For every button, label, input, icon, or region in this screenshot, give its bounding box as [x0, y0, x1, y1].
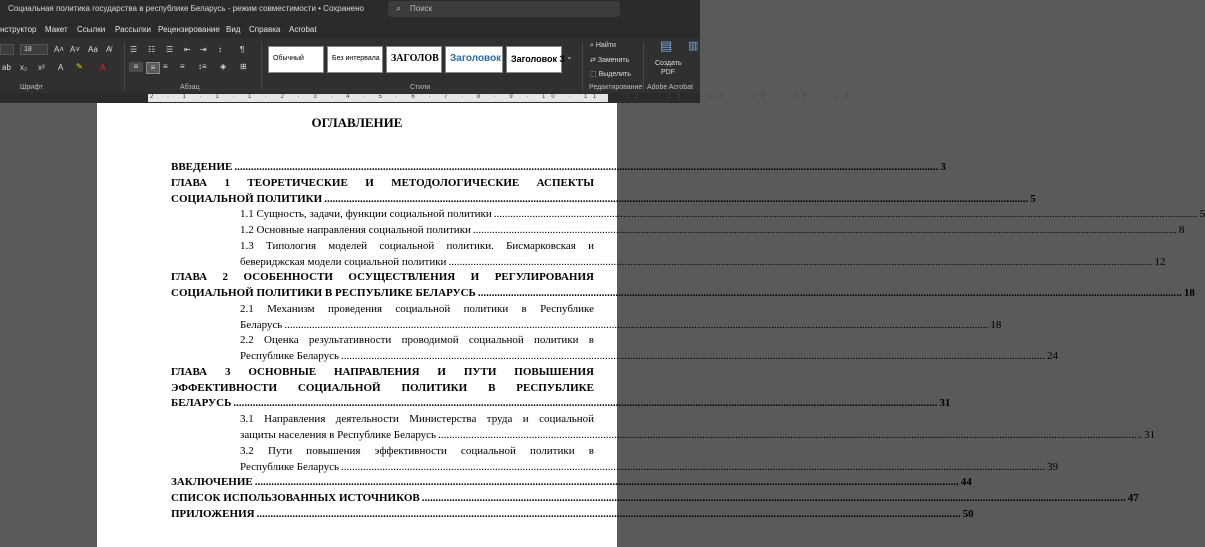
- strikethrough-icon[interactable]: ab: [2, 63, 11, 72]
- group-paragraph-label: Абзац: [180, 84, 200, 91]
- group-editing-label: Редактирование: [589, 84, 643, 91]
- font-color-icon[interactable]: A: [100, 63, 106, 72]
- justify-icon[interactable]: ≡: [180, 62, 185, 71]
- toc-line: 3.1 Направления деятельности Министерства труда и социальной: [240, 413, 594, 425]
- tab-mailings[interactable]: Рассылки: [115, 25, 151, 34]
- multilevel-list-icon[interactable]: ☰: [166, 45, 174, 54]
- page-number: 47: [1127, 492, 1139, 504]
- page-number: 18: [1183, 286, 1195, 299]
- subscript-icon[interactable]: x₂: [20, 63, 28, 72]
- page-number: 39: [1046, 460, 1058, 473]
- toc-line: 1.1 Сущность, задачи, функции социальной политики ..... 5: [240, 207, 594, 223]
- tab-constructor[interactable]: нструктор: [0, 25, 37, 34]
- page-number: 8: [1178, 224, 1185, 236]
- page-number: 5: [1199, 208, 1205, 220]
- change-case-icon[interactable]: Aa: [88, 45, 98, 54]
- tab-view[interactable]: Вид: [226, 25, 241, 34]
- toc-entry[interactable]: [171, 491, 1139, 507]
- style-heading-1[interactable]: ЗАГОЛОВ: [386, 46, 442, 73]
- toc-line: БЕЛАРУСЬ ..... 31: [171, 396, 594, 412]
- title-bar: [0, 0, 700, 19]
- font-name-box[interactable]: [0, 44, 14, 55]
- highlight-icon[interactable]: ✎: [76, 62, 83, 71]
- toc-line: Республике Беларусь ..... 24: [240, 349, 594, 365]
- toc-line: ВВЕДЕНИЕ ..... 3: [171, 160, 594, 176]
- text-effects-icon[interactable]: A: [58, 63, 64, 72]
- toc-title: ОГЛАВЛЕНИЕ: [311, 115, 403, 130]
- window-title: Социальная политика государства в республике Беларусь - режим совместимости • Сохранено: [8, 4, 364, 13]
- tab-layout[interactable]: Макет: [45, 25, 68, 34]
- align-left-icon[interactable]: ≡: [129, 62, 143, 72]
- share-pdf-icon[interactable]: ▥: [688, 40, 699, 52]
- document-page[interactable]: [97, 103, 1205, 547]
- sort-icon[interactable]: ↕: [218, 45, 222, 54]
- toc-line: 1.2 Основные направления социальной политики ..... 8: [240, 223, 594, 239]
- tab-acrobat[interactable]: Acrobat: [289, 25, 317, 34]
- toc-entry[interactable]: [171, 365, 951, 412]
- toc-entry[interactable]: [171, 160, 946, 176]
- search-box[interactable]: [388, 1, 620, 17]
- grow-font-icon[interactable]: A˄: [54, 45, 65, 54]
- shrink-font-icon[interactable]: A˅: [70, 45, 81, 54]
- separator: [261, 42, 262, 90]
- toc-line: СОЦИАЛЬНОЙ ПОЛИТИКИ ..... 5: [171, 192, 594, 208]
- page-number: 31: [939, 397, 951, 409]
- ribbon: [0, 38, 700, 93]
- align-right-icon[interactable]: ≡: [163, 62, 168, 71]
- toc-entry[interactable]: [171, 475, 972, 491]
- page-number: 3: [940, 161, 946, 173]
- decrease-indent-icon[interactable]: ⇤: [184, 45, 191, 54]
- line-spacing-icon[interactable]: ↕≡: [198, 62, 207, 71]
- separator: [124, 42, 125, 90]
- toc-line: защиты населения в Республике Беларусь ..... 31: [240, 428, 594, 444]
- ruler[interactable]: [0, 93, 855, 103]
- font-size-box[interactable]: [20, 44, 48, 55]
- toc-line: Беларусь ..... 18: [240, 318, 594, 334]
- toc-line: ГЛАВА 1 ТЕОРЕТИЧЕСКИЕ И МЕТОДОЛОГИЧЕСКИЕ АСПЕКТЫ: [171, 177, 594, 189]
- style-no-spacing[interactable]: Без интервала: [327, 46, 383, 73]
- tab-review[interactable]: Рецензирование: [158, 25, 220, 34]
- page-number: 50: [962, 508, 974, 520]
- group-styles-label: Стили: [410, 84, 431, 91]
- toc-line: ЗАКЛЮЧЕНИЕ ..... 44: [171, 475, 594, 491]
- numbering-icon[interactable]: ☷: [148, 45, 156, 54]
- page-number: 18: [990, 318, 1002, 331]
- align-center-icon[interactable]: ≡: [146, 62, 160, 74]
- page-number: 31: [1144, 428, 1156, 441]
- toc-line: 2.2 Оценка результативности проводимой социальной политики в: [240, 334, 594, 346]
- separator: [643, 42, 644, 90]
- styles-more-icon[interactable]: ⌄: [566, 52, 573, 61]
- tab-help[interactable]: Справка: [249, 25, 281, 34]
- clear-format-icon[interactable]: A̸: [106, 45, 112, 54]
- ruler-marks: 2 · 1 · 1 · 1 · 2 · 3 · 4 · 5 · 6 · 7 · 8 · 9 · 10 · 11 · 12 · 13 · 14 · 15 · 16 · 17: [150, 94, 855, 100]
- font-size-value: 18: [24, 46, 32, 53]
- toc-line: ПРИЛОЖЕНИЯ ..... 50: [171, 507, 594, 523]
- page-number: 5: [1030, 192, 1036, 205]
- shading-icon[interactable]: ◈: [220, 62, 227, 71]
- page-number: 12: [1154, 255, 1166, 268]
- toc-entry[interactable]: [240, 444, 1058, 475]
- page-number: 44: [960, 476, 972, 488]
- bullets-icon[interactable]: ☰: [130, 45, 138, 54]
- page-number: 24: [1046, 349, 1058, 362]
- create-pdf-label-2[interactable]: PDF: [661, 69, 675, 76]
- style-normal[interactable]: Обычный: [268, 46, 324, 73]
- toc-entry[interactable]: [171, 507, 974, 523]
- ribbon-tabs: [0, 19, 700, 38]
- style-heading-3[interactable]: Заголовок 3: [506, 46, 562, 73]
- tab-references[interactable]: Ссылки: [77, 25, 106, 34]
- separator: [582, 42, 583, 90]
- toc-line: ЭФФЕКТИВНОСТИ СОЦИАЛЬНОЙ ПОЛИТИКИ В РЕСПУБЛИКЕ: [171, 381, 594, 394]
- toc-line: Республике Беларусь ..... 39: [240, 460, 594, 476]
- toc-line: 1.3 Типология моделей социальной политики. Бисмарковская и: [240, 240, 594, 252]
- replace-button[interactable]: ⇄ Заменить: [590, 57, 630, 64]
- search-placeholder: Поиск: [410, 4, 433, 13]
- search-icon: ⌕: [396, 3, 402, 13]
- toc-line: 3.2 Пути повышения эффективности социальной политики в: [240, 445, 594, 457]
- toc-line: бевериджская модели социальной политики ..... 12: [240, 255, 594, 271]
- toc-line: СОЦИАЛЬНОЙ ПОЛИТИКИ В РЕСПУБЛИКЕ БЕЛАРУСЬ ..... 18: [171, 286, 594, 302]
- superscript-icon[interactable]: x²: [38, 63, 45, 72]
- toc-line: ГЛАВА 2 ОСОБЕННОСТИ ОСУЩЕСТВЛЕНИЯ И РЕГУЛИРОВАНИЯ: [171, 271, 594, 283]
- toc-entry[interactable]: [240, 223, 1185, 239]
- group-acrobat-label: Adobe Acrobat: [647, 84, 693, 91]
- toc-line: СПИСОК ИСПОЛЬЗОВАННЫХ ИСТОЧНИКОВ ..... 47: [171, 491, 594, 507]
- borders-icon[interactable]: ⊞: [240, 62, 247, 71]
- toc-entry[interactable]: [240, 412, 1156, 443]
- increase-indent-icon[interactable]: ⇥: [200, 45, 207, 54]
- pilcrow-icon[interactable]: ¶: [240, 45, 245, 54]
- create-pdf-icon[interactable]: ▤: [660, 38, 673, 53]
- toc-line: 2.1 Механизм проведения социальной политики в Республике: [240, 303, 594, 315]
- toc-entry[interactable]: [240, 333, 1058, 364]
- toc-entry[interactable]: [240, 302, 1002, 333]
- select-button[interactable]: ⬚ Выделить: [590, 71, 631, 78]
- toc-entry[interactable]: [240, 239, 1166, 270]
- group-font-label: Шрифт: [20, 84, 44, 91]
- toc-entry[interactable]: [171, 270, 1195, 301]
- create-pdf-label-1[interactable]: Создать: [655, 60, 682, 67]
- toc-entry[interactable]: [171, 176, 1036, 207]
- style-heading-2[interactable]: Заголовок: [445, 46, 503, 73]
- toc-entry[interactable]: [240, 207, 1205, 223]
- find-button[interactable]: ⌕ Найти: [590, 42, 616, 49]
- toc-line: ГЛАВА 3 ОСНОВНЫЕ НАПРАВЛЕНИЯ И ПУТИ ПОВЫШЕНИЯ: [171, 366, 594, 378]
